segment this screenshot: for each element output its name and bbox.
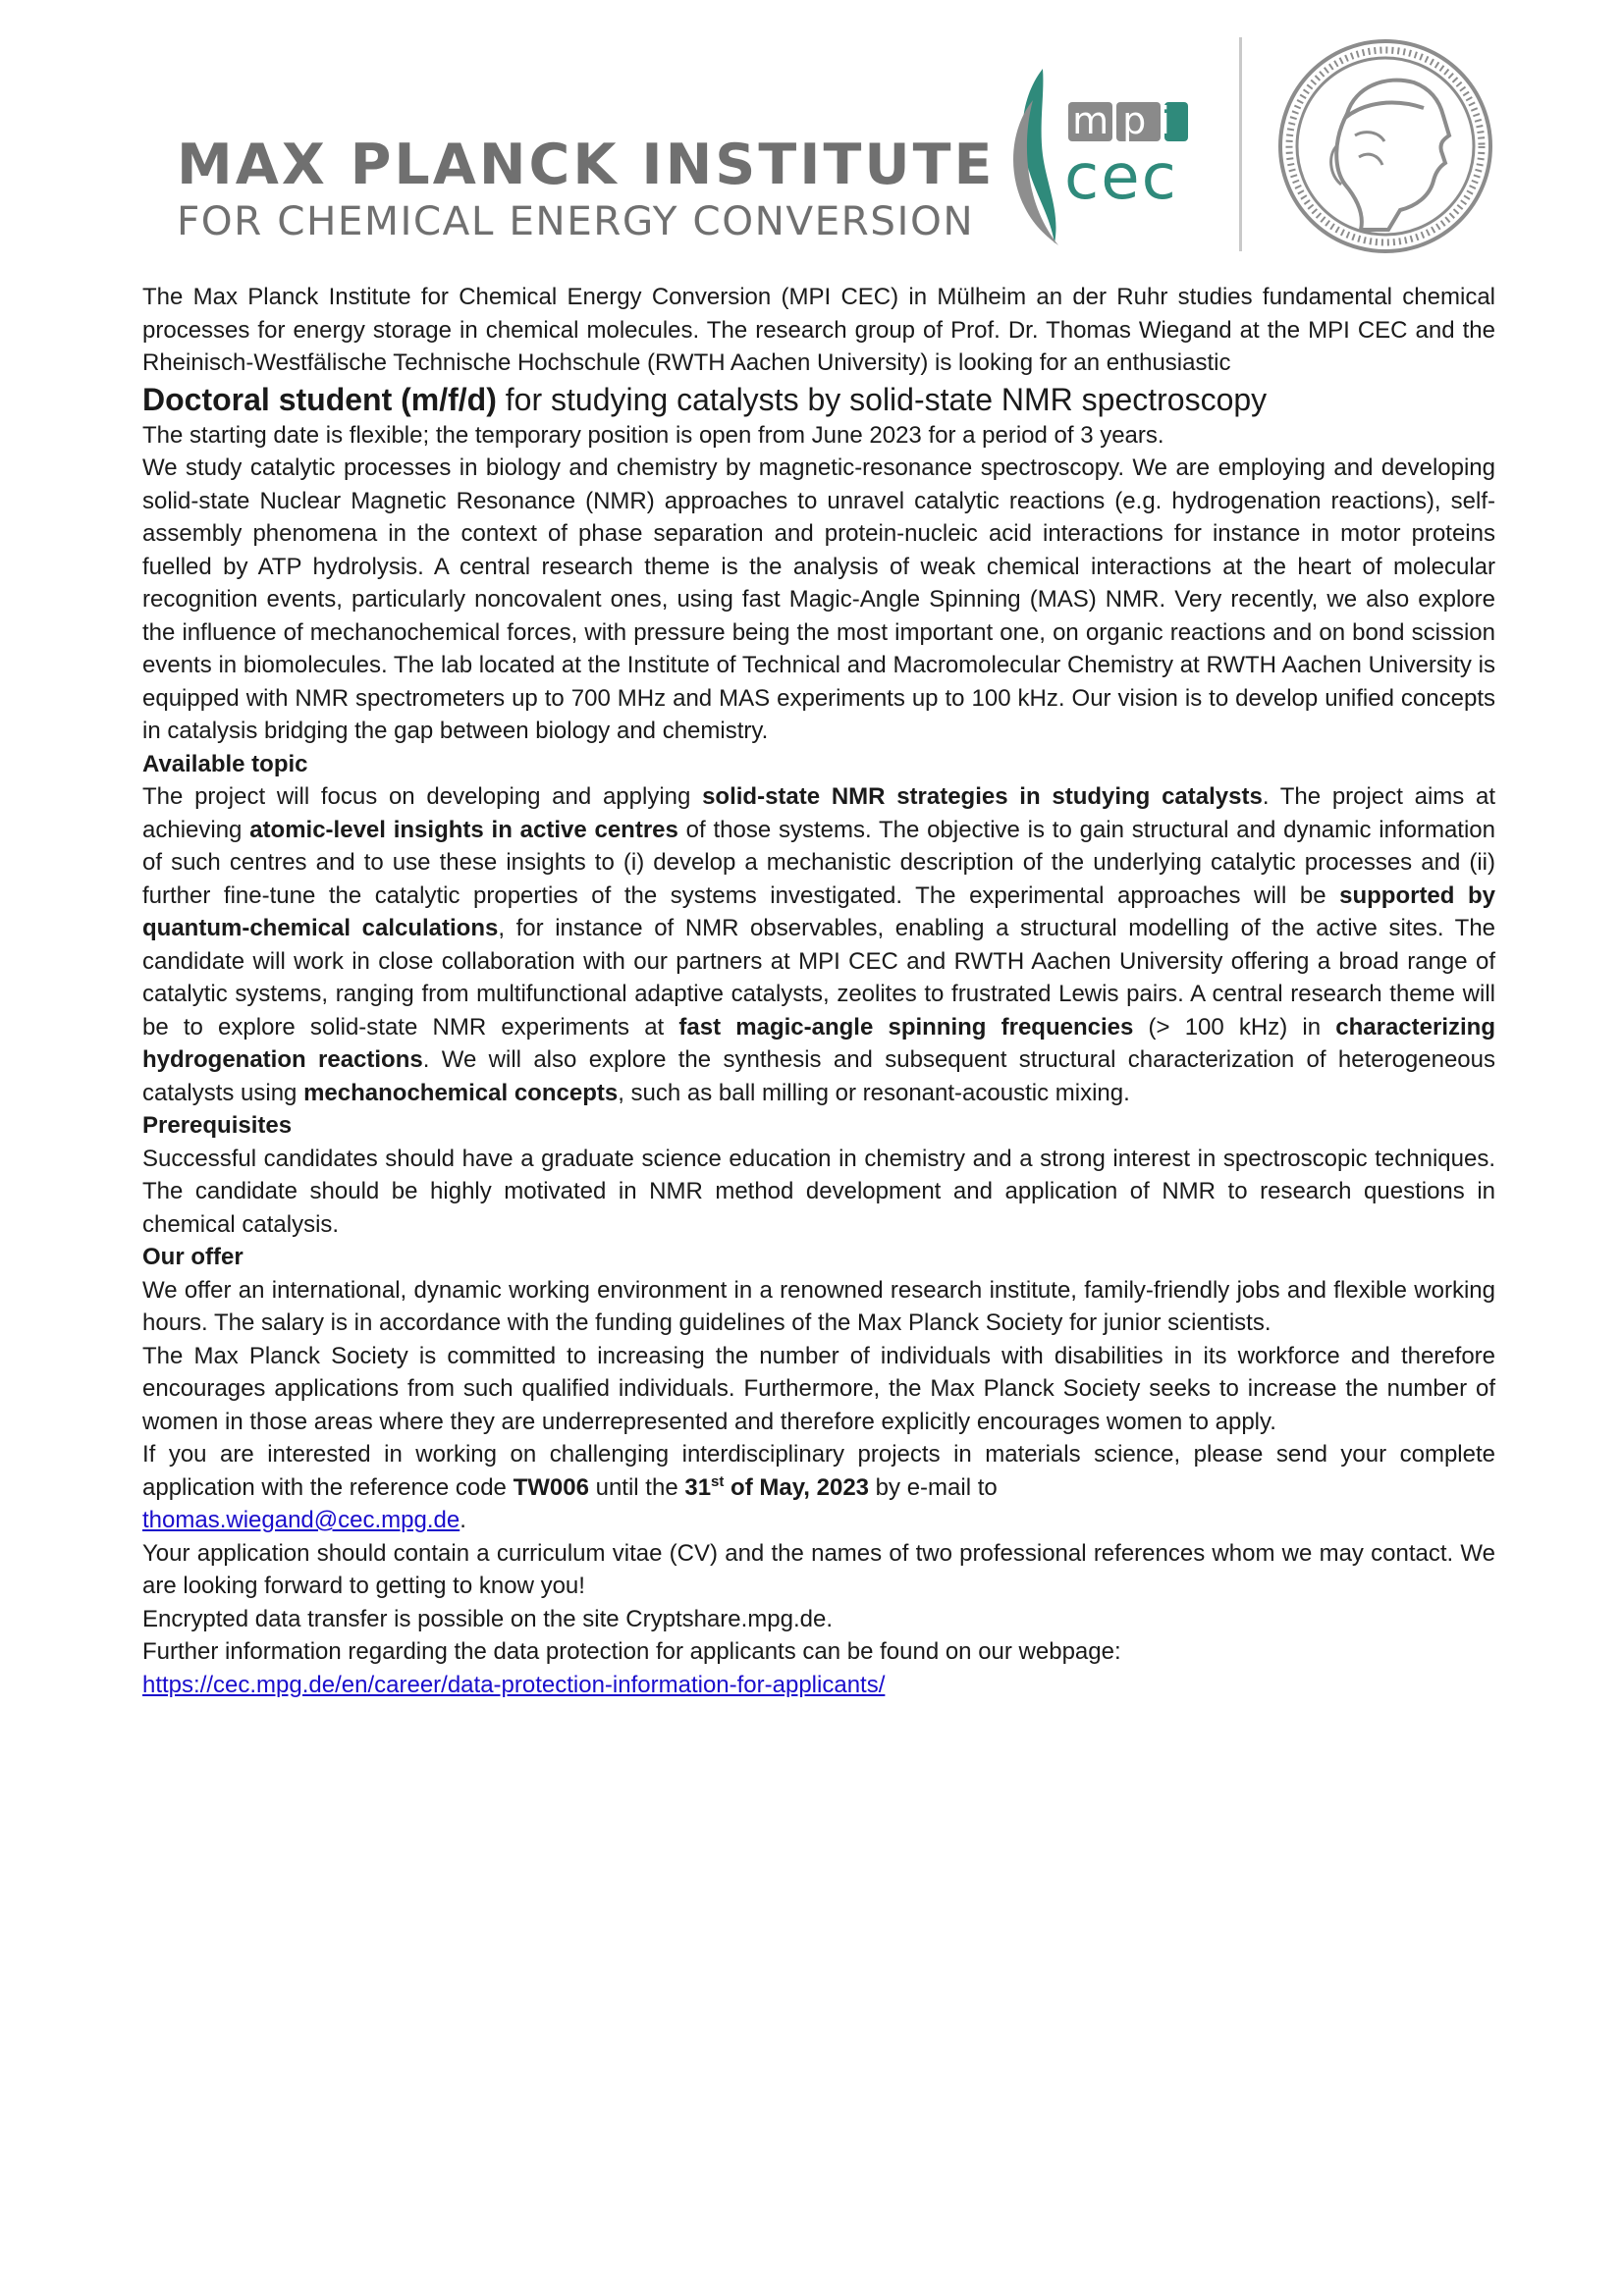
start-date-text: The starting date is flexible; the temporary position is open from June 2023 for a period of 3 years. xyxy=(142,421,1164,449)
encrypted-transfer-text: Encrypted data transfer is possible on the site Cryptshare.mpg.de. xyxy=(142,1605,834,1632)
cv-paragraph: Your application should contain a curriculum vitae (CV) and the names of two professional references whom we may contact. We are looking forward to getting to know you! xyxy=(142,1539,1495,1599)
application-text-2: until the xyxy=(588,1473,685,1501)
application-text-1: If you are interested in working on challenging interdisciplinary projects in materials science, please send your complete application with the reference code xyxy=(142,1441,1495,1501)
institute-name xyxy=(177,133,996,244)
header-divider xyxy=(1239,37,1242,251)
email-link[interactable]: thomas.wiegand@cec.mpg.de xyxy=(142,1507,460,1533)
minerva-logo xyxy=(1276,37,1494,255)
institute-name-line1: MAX PLANCK INSTITUTE xyxy=(177,133,996,197)
topic-heading: Available topic xyxy=(142,750,308,777)
topic-bold-5: characterizing hydrogenation reactions xyxy=(142,1013,1495,1073)
privacy-link[interactable]: https://cec.mpg.de/en/career/data-protection-information-for-applicants/ xyxy=(142,1671,886,1698)
topic-text-7: , such as ball milling or resonant-acoustic mixing. xyxy=(618,1079,1130,1106)
topic-bold-3: supported by quantum-chemical calculations xyxy=(142,881,1495,941)
offer-heading: Our offer xyxy=(142,1244,243,1270)
letterhead xyxy=(0,0,1623,265)
diversity-paragraph: The Max Planck Society is committed to increasing the number of individuals with disabilities in its workforce and therefore encourages applications from such qualified individuals. Furthermore, the Max Planck Society seeks to increase the number of women in those areas where they are underrepresented and therefore explicitly encourages women to apply. xyxy=(142,1342,1495,1435)
deadline-day-suffix: st xyxy=(711,1472,725,1490)
position-title xyxy=(142,380,1495,419)
topic-bold-4: fast magic-angle spinning frequencies xyxy=(678,1013,1134,1041)
privacy-line xyxy=(142,1669,1495,1702)
offer-paragraph: We offer an international, dynamic working environment in a renowned research institute, family-friendly jobs and flexible working hours. The salary is in accordance with the funding guidelines of the Max Planck Society for junior scientists. xyxy=(142,1276,1495,1336)
position-title-rest: for studying catalysts by solid-state NMR spectroscopy xyxy=(496,381,1268,417)
position-title-bold: Doctoral student (m/f/d) xyxy=(142,381,497,417)
topic-text-1: The project will focus on developing and applying xyxy=(142,783,703,810)
institute-name-line2: FOR CHEMICAL ENERGY CONVERSION xyxy=(177,197,975,244)
svg-text:cec: cec xyxy=(1064,141,1178,214)
email-line xyxy=(142,1504,1495,1537)
topic-bold-6: mechanochemical concepts xyxy=(303,1079,619,1106)
topic-text-2: . The project aims at achieving xyxy=(142,783,1495,843)
topic-text-3: of those systems. The objective is to gain structural and dynamic information of such centres and to use these insights to (i) develop a mechanistic description of the underlying catalytic processes and (ii) further fine-tune the catalytic properties of the systems investigated. The experimental approaches will be xyxy=(142,816,1495,909)
topic-text-6: . We will also explore the synthesis and subsequent structural characterization of heterogeneous catalysts using xyxy=(142,1046,1496,1106)
email-period: . xyxy=(460,1507,466,1533)
deadline-month-year: of May, 2023 xyxy=(724,1473,870,1501)
intro-paragraph: The Max Planck Institute for Chemical Energy Conversion (MPI CEC) in Mülheim an der Ruhr studies fundamental chemical processes for energy storage in chemical molecules. The research group of Prof. Dr. Thomas Wiegand at the MPI CEC and the Rheinisch-Westfälische Technische Hochschule (RWTH Aachen University) is looking for an enthusiastic xyxy=(142,284,1495,376)
privacy-text: Further information regarding the data protection for applicants can be found on our webpage: xyxy=(142,1638,1121,1665)
svg-text:mpi: mpi xyxy=(1072,99,1184,142)
application-paragraph xyxy=(142,1438,1495,1504)
prerequisites-heading: Prerequisites xyxy=(142,1112,293,1139)
prerequisites-paragraph: Successful candidates should have a graduate science education in chemistry and a strong interest in spectroscopic techniques. The candidate should be highly motivated in NMR method development and application of NMR to research questions in chemical catalysis. xyxy=(142,1145,1495,1238)
deadline-date xyxy=(684,1474,869,1501)
topic-bold-2: atomic-level insights in active centres xyxy=(249,816,678,843)
research-paragraph: We study catalytic processes in biology and chemistry by magnetic-resonance spectroscopy. We are employing and developing solid-state Nuclear Magnetic Resonance (NMR) approaches to unravel catalytic reactions (e.g. hydrogenation reactions), self-assembly phenomena in the context of phase separation and protein-nucleic acid interactions for instance in motor proteins fuelled by ATP hydrolysis. A central research theme is the analysis of weak chemical interactions at the heart of molecular recognition events, particularly noncovalent ones, using fast Magic-Angle Spinning (MAS) NMR. Very recently, we also explore the influence of mechanochemical forces, with pressure being the most important one, on organic reactions and on bond scission events in biomolecules. The lab located at the Institute of Technical and Macromolecular Chemistry at RWTH Aachen University is equipped with NMR spectrometers up to 700 MHz and MAS experiments up to 100 kHz. Our vision is to develop unified concepts in catalysis bridging the gap between biology and chemistry. xyxy=(142,454,1495,744)
deadline-day: 31 xyxy=(684,1473,712,1501)
mpi-cec-logo xyxy=(1003,61,1210,245)
topic-bold-1: solid-state NMR strategies in studying catalysts xyxy=(702,783,1263,810)
topic-text-5: (> 100 kHz) in xyxy=(1133,1013,1336,1041)
application-text-3: by e-mail to xyxy=(869,1473,998,1501)
reference-code: TW006 xyxy=(513,1473,589,1501)
topic-paragraph xyxy=(142,780,1495,1109)
page-content xyxy=(142,281,1495,1701)
topic-text-4: , for instance of NMR observables, enabling a structural modelling of the active sites. The candidate will work in close collaboration with our partners at MPI CEC and RWTH Aachen University offering a broad range of catalytic systems, ranging from multifunctional adaptive catalysts, zeolites to frustrated Lewis pairs. A central research theme will be to explore solid-state NMR experiments at xyxy=(142,915,1496,1041)
